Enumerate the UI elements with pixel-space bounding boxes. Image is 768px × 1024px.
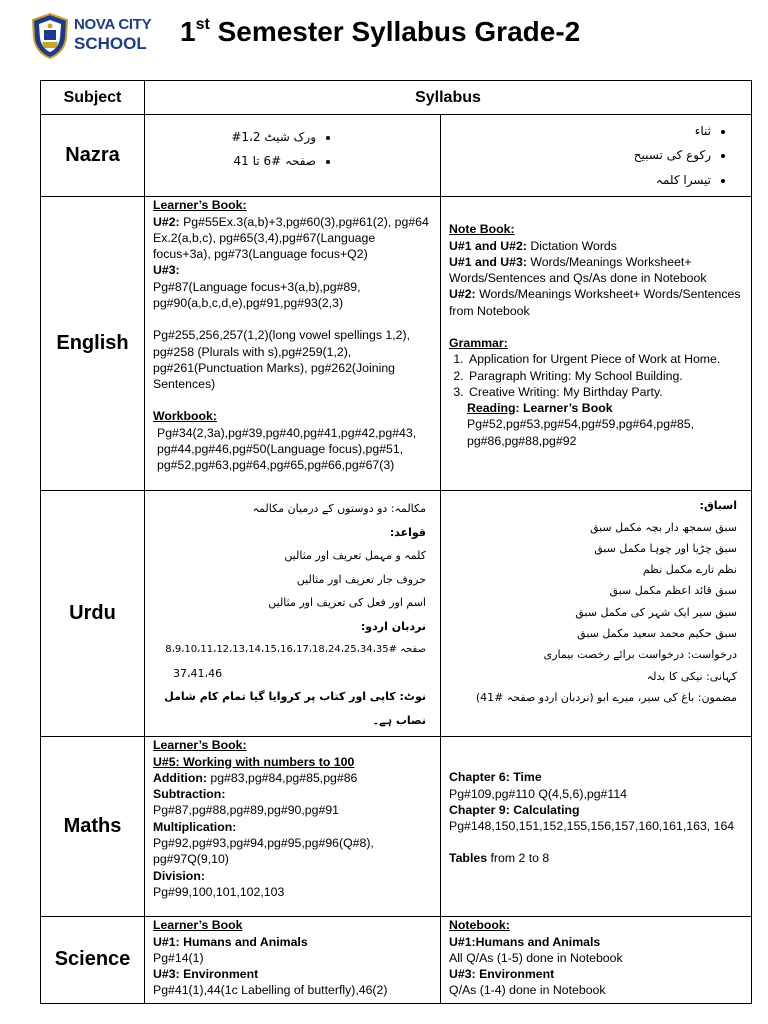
science-u1-heading: U#1: Humans and Animals [153,934,308,949]
english-nb1-label: U#1 and U#2: [449,238,527,253]
page-header [0,0,768,80]
list-item: • رکوع کی تسبیح [449,143,711,167]
urdu-right-line: نظم تارے مکمل نظم [642,563,737,577]
urdu-left-line: نوٹ: کاپی اور کتاب پر کروایا گیا تمام کام شامل نصاب ہے۔ [164,690,426,727]
urdu-left-line: قواعد: [389,525,426,539]
list-item: 3. Creative Writing: My Birthday Party. [467,384,743,400]
nazra-right-cell [441,115,752,197]
english-left-cell [145,197,441,491]
maths-multiplication-text: Pg#92,pg#93,pg#94,pg#95,pg#96(Q#8), pg#97Q(9,10) [153,836,374,867]
list-item: • صفحہ #6 تا 41 [153,149,316,173]
maths-chapter6-text: Pg#109,pg#110 Q(4,5,6),pg#114 [449,786,627,801]
row-science [41,917,752,1003]
nazra-left-cell [145,115,441,197]
english-u2-text: Pg#55Ex.3(a,b)+3,pg#60(3),pg#61(2), pg#64 Ex.2(a,b,c), pg#65(3,4),pg#67(Language focus+3a), pg#73(Language focus+Q2) [153,214,429,262]
urdu-left-line: مکالمہ: دو دوستوں کے درمیان مکالمہ [252,502,426,516]
maths-subtraction-label: Subtraction: [153,787,226,802]
subject-maths: Maths [41,737,145,917]
syllabus-table [40,80,752,1004]
list-item: • ورک شیٹ 1،2# [153,125,316,149]
english-notebook-heading: Note Book: [449,222,515,237]
urdu-right-line: سبق قائد اعظم مکمل سبق [609,584,737,598]
urdu-left-line: نردبان اردو: [360,619,426,633]
maths-addition-text: pg#83,pg#84,pg#85,pg#86 [206,770,358,785]
school-crest-icon [30,12,70,60]
list-item: 2. Paragraph Writing: My School Building. [467,368,743,384]
list-item: • تیسرا کلمہ [449,168,711,192]
urdu-left-line: اسم اور فعل کی تعریف اور مثالیں [268,596,426,610]
list-item: • ثناء [449,119,711,143]
maths-division-label: Division: [153,868,205,883]
maths-left-cell [145,737,441,917]
urdu-right-line: سبق سیر ایک شہر کی مکمل سبق [575,605,737,619]
maths-tables-text: from 2 to 8 [487,851,550,866]
title-ordinal: st [195,15,210,33]
english-workbook-heading: Workbook: [153,409,217,424]
table-header-row [41,81,752,115]
science-right-cell [441,917,752,1003]
science-nb-u1-heading: U#1:Humans and Animals [449,934,601,949]
english-u3-text: Pg#87(Language focus+3(a,b),pg#89, pg#90(a,b,c,d,e),pg#91,pg#93(2,3) [153,279,361,310]
science-nb-u3-text: Q/As (1-4) done in Notebook [449,983,606,998]
english-nb2-text: Words/Meanings Worksheet+ Words/Sentences and Qs/As done in Notebook [449,254,707,286]
urdu-right-line: سبق حکیم محمد سعید مکمل سبق [577,627,737,640]
science-u3-heading: U#3: Environment [153,967,259,982]
maths-learners-book-heading: Learner’s Book: [153,738,247,753]
english-nb1-text: Dictation Words [526,238,617,253]
subject-nazra: Nazra [41,115,145,197]
science-learners-book-heading: Learner’s Book [153,918,243,933]
urdu-left-line: صفحہ #8،9،10،11،12،13،14،15،16،17،18،24،25،34،35 [165,644,426,656]
subject-science: Science [41,917,145,1003]
english-learners-book-heading: Learner’s Book: [153,198,247,213]
urdu-right-line: درخواست: درخواست برائے رخصت بیماری [543,648,737,662]
urdu-left-line: 37،41،46 [173,666,223,680]
logo-text-nova-city: NOVA CITY [74,16,152,33]
urdu-right-line: سبق چڑیا اور چوہا مکمل سبق [594,541,737,555]
english-reading-label: Reading [467,401,516,416]
english-reading-text: Pg#52,pg#53,pg#54,pg#59,pg#64,pg#85, pg#86,pg#88,pg#92 [467,417,695,448]
maths-subtraction-text: Pg#87,pg#88,pg#89,pg#90,pg#91 [153,803,340,818]
urdu-left-line: حروف جار تعریف اور مثالیں [296,572,426,586]
maths-u5-heading: U#5: Working with numbers to 100 [153,754,355,769]
science-nb-u1-text: All Q/As (1-5) done in Notebook [449,950,623,965]
urdu-right-line: سبق سمجھ دار بچہ مکمل سبق [589,520,737,534]
urdu-right-line: کہانی: نیکی کا بدلہ [646,669,737,683]
school-logo [30,12,180,62]
page-title [180,16,580,48]
maths-chapter9-text: Pg#148,150,151,152,155,156,157,160,161,163, 164 [449,819,735,834]
urdu-right-cell [441,491,752,737]
maths-addition-label: Addition: [153,770,207,785]
science-left-cell [145,917,441,1003]
row-english [41,197,752,491]
maths-chapter6-heading: Chapter 6: Time [449,770,542,785]
english-nb3-label: U#2: [449,287,476,302]
subject-urdu: Urdu [41,491,145,737]
subject-english: English [41,197,145,491]
maths-division-text: Pg#99,100,101,102,103 [153,884,285,899]
english-nb2-label: U#1 and U#3: [449,254,527,269]
list-item: 1. Application for Urgent Piece of Work at Home. [467,351,743,367]
science-u3-text: Pg#41(1),44(1c Labelling of butterfly),46(2) [153,983,388,998]
english-pg255-text: Pg#255,256,257(1,2)(long vowel spellings 1,2), pg#258 (Plurals with s),pg#259(1,2), pg#261(Punctuation Marks), pg#262(Joining Sentences) [153,328,411,392]
maths-chapter9-heading: Chapter 9: Calculating [449,802,580,817]
maths-right-cell [441,737,752,917]
logo-text-school: SCHOOL [74,34,147,53]
row-maths [41,737,752,917]
header-subject: Subject [41,81,145,115]
english-right-cell [441,197,752,491]
english-u2-label: U#2: [153,214,180,229]
title-text: Semester Syllabus Grade-2 [209,16,581,47]
row-urdu [41,491,752,737]
science-notebook-heading: Notebook: [449,918,510,933]
urdu-left-line: کلمہ و مہمل تعریف اور مثالیں [284,549,426,563]
maths-tables-label: Tables [449,851,488,866]
english-reading-rest: : Learner’s Book [515,401,613,416]
english-workbook-text: Pg#34(2,3a),pg#39,pg#40,pg#41,pg#42,pg#43, pg#44,pg#46,pg#50(Language focus),pg#51, pg#52,pg#63,pg#64,pg#65,pg#66,pg#67(3) [157,425,417,473]
urdu-right-line: اسباق: [699,499,737,513]
science-nb-u3-heading: U#3: Environment [449,967,555,982]
header-syllabus: Syllabus [145,81,752,115]
row-nazra [41,115,752,197]
title-number: 1 [180,16,196,47]
urdu-left-cell [145,491,441,737]
english-grammar-list [449,351,743,400]
urdu-right-line: مضمون: باغ کی سیر، میرے ابو (نردبان اردو صفحہ #41) [475,690,737,704]
maths-multiplication-label: Multiplication: [153,819,237,834]
english-grammar-heading: Grammar: [449,336,508,350]
science-u1-text: Pg#14(1) [153,950,204,965]
english-nb3-text: Words/Meanings Worksheet+ Words/Sentences from Notebook [449,287,741,318]
english-u3-label: U#3: [153,263,180,278]
